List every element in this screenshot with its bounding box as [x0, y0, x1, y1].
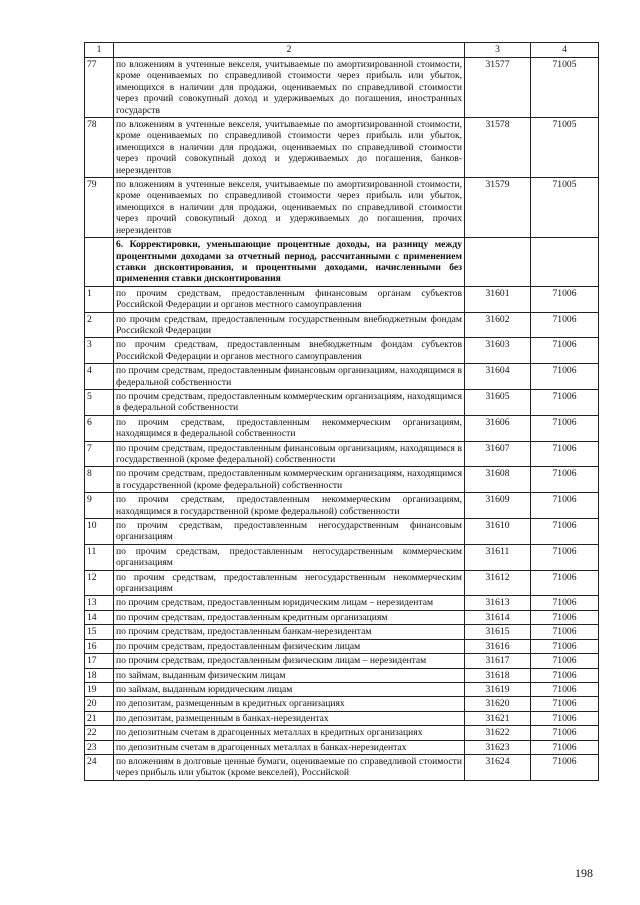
row-description: по прочим средствам, предоставленным некоммерческим организациям, находящимся в государственной (кроме федеральной) собственности: [114, 493, 465, 519]
table-row: [85, 467, 599, 493]
header-cell-2: 2: [114, 43, 465, 58]
register-table: [84, 42, 599, 781]
row-account: 71006: [531, 441, 599, 467]
table-row: [85, 519, 599, 545]
row-code: 31609: [465, 493, 531, 519]
row-description: по прочим средствам, предоставленным некоммерческим организациям, находящимся в федеральной собственности: [114, 415, 465, 441]
row-description: по прочим средствам, предоставленным кредитным организациям: [114, 610, 465, 624]
row-number: 7: [85, 441, 114, 467]
row-number: 6: [85, 415, 114, 441]
row-number: 78: [85, 118, 114, 178]
table-row: [85, 740, 599, 754]
row-code: 31622: [465, 726, 531, 740]
table-row: [85, 610, 599, 624]
row-code: 31610: [465, 519, 531, 545]
table-row: [85, 570, 599, 596]
table-row: [85, 711, 599, 725]
header-cell-4: 4: [531, 43, 599, 58]
row-number: 17: [85, 654, 114, 668]
row-code: 31614: [465, 610, 531, 624]
row-code: 31607: [465, 441, 531, 467]
table-row: [85, 596, 599, 610]
row-number: 4: [85, 364, 114, 390]
row-account: 71006: [531, 415, 599, 441]
table-row: [85, 312, 599, 338]
row-account: 71006: [531, 312, 599, 338]
table-row: [85, 364, 599, 390]
table-row: [85, 654, 599, 668]
row-account: 71006: [531, 711, 599, 725]
table-row: [85, 389, 599, 415]
row-number: 20: [85, 697, 114, 711]
section-heading-blank: [465, 238, 531, 287]
row-account: 71006: [531, 682, 599, 696]
section-heading: 6. Корректировки, уменьшающие процентные доходы, на разницу между процентными доходами за отчетный период, рассчитанными с применением ставки дисконтирования, и процентными доходами, начисленными без применения ставки дисконтирования: [114, 238, 465, 287]
row-account: 71006: [531, 697, 599, 711]
row-number: 8: [85, 467, 114, 493]
row-code: 31618: [465, 668, 531, 682]
row-description: по вложениям в учтенные векселя, учитываемые по амортизированной стоимости, кроме оцениваемых по справедливой стоимости через прибыль или убыток, имеющихся в наличии для продажи, оцениваемых по справедливой стоимости через прочий совокупный доход и удерживаемых до погашения, банков-нерезидентов: [114, 118, 465, 178]
row-number: 15: [85, 625, 114, 639]
row-description: по прочим средствам, предоставленным внебюджетным фондам субъектов Российской Федерации и органов местного самоуправления: [114, 338, 465, 364]
row-number: 19: [85, 682, 114, 696]
row-code: 31617: [465, 654, 531, 668]
row-code: 31577: [465, 58, 531, 118]
row-number: 24: [85, 754, 114, 780]
table-row: [85, 668, 599, 682]
row-description: по прочим средствам, предоставленным юридическим лицам – нерезидентам: [114, 596, 465, 610]
row-description: по прочим средствам, предоставленным государственным внебюджетным фондам Российской Федерации: [114, 312, 465, 338]
row-number: 9: [85, 493, 114, 519]
row-description: по прочим средствам, предоставленным банкам-нерезидентам: [114, 625, 465, 639]
row-code: 31613: [465, 596, 531, 610]
row-code: 31619: [465, 682, 531, 696]
row-code: 31608: [465, 467, 531, 493]
row-description: по прочим средствам, предоставленным негосударственным некоммерческим организациям: [114, 570, 465, 596]
row-code: 31621: [465, 711, 531, 725]
row-description: по займам, выданным физическим лицам: [114, 668, 465, 682]
row-description: по вложениям в учтенные векселя, учитываемые по амортизированной стоимости, кроме оцениваемых по справедливой стоимости через прибыль или убыток, имеющихся в наличии для продажи, оцениваемых по справедливой стоимости через прочий совокупный доход и удерживаемых до погашения, иностранных государств: [114, 58, 465, 118]
row-description: по прочим средствам, предоставленным финансовым органам субъектов Российской Федерации и органов местного самоуправления: [114, 286, 465, 312]
table-row: [85, 441, 599, 467]
table-row: [85, 415, 599, 441]
row-code: 31624: [465, 754, 531, 780]
row-description: по вложениям в учтенные векселя, учитываемые по амортизированной стоимости, кроме оцениваемых по справедливой стоимости через прибыль или убыток, имеющихся в наличии для продажи, оцениваемых по справедливой стоимости через прочий совокупный доход и удерживаемых до погашения, прочих нерезидентов: [114, 178, 465, 238]
row-account: 71005: [531, 178, 599, 238]
row-account: 71006: [531, 625, 599, 639]
table-row: [85, 754, 599, 780]
row-account: 71006: [531, 286, 599, 312]
table-row: [85, 682, 599, 696]
row-account: 71006: [531, 389, 599, 415]
row-description: по прочим средствам, предоставленным финансовым организациям, находящимся в федеральной собственности: [114, 364, 465, 390]
row-description: по прочим средствам, предоставленным негосударственным финансовым организациям: [114, 519, 465, 545]
row-number: 10: [85, 519, 114, 545]
table-row: [85, 493, 599, 519]
table-header-row: [85, 43, 599, 58]
row-description: по вложениям в долговые ценные бумаги, оцениваемые по справедливой стоимости через прибыль или убыток (кроме векселей), Российской: [114, 754, 465, 780]
row-account: 71005: [531, 118, 599, 178]
row-description: по займам, выданным юридическим лицам: [114, 682, 465, 696]
table-row: [85, 58, 599, 118]
row-number: 79: [85, 178, 114, 238]
row-code: 31612: [465, 570, 531, 596]
header-cell-1: 1: [85, 43, 114, 58]
row-number: 18: [85, 668, 114, 682]
row-code: 31579: [465, 178, 531, 238]
row-description: по депозитам, размещенным в банках-нерезидентах: [114, 711, 465, 725]
row-number: 2: [85, 312, 114, 338]
row-account: 71006: [531, 596, 599, 610]
row-code: 31578: [465, 118, 531, 178]
row-code: 31603: [465, 338, 531, 364]
row-code: 31616: [465, 639, 531, 653]
section-heading-blank: [531, 238, 599, 287]
row-account: 71006: [531, 493, 599, 519]
table-row: [85, 178, 599, 238]
row-account: 71006: [531, 519, 599, 545]
row-account: 71006: [531, 726, 599, 740]
row-description: по прочим средствам, предоставленным коммерческим организациям, находящимся в федеральной собственности: [114, 389, 465, 415]
row-code: 31606: [465, 415, 531, 441]
row-account: 71006: [531, 467, 599, 493]
row-account: 71006: [531, 610, 599, 624]
row-number: 12: [85, 570, 114, 596]
table-row: [85, 286, 599, 312]
row-number: 3: [85, 338, 114, 364]
row-account: 71006: [531, 639, 599, 653]
row-code: 31611: [465, 544, 531, 570]
section-heading-row: [85, 238, 599, 287]
row-number: 77: [85, 58, 114, 118]
row-number: 14: [85, 610, 114, 624]
row-account: 71006: [531, 570, 599, 596]
row-number: 11: [85, 544, 114, 570]
table-row: [85, 726, 599, 740]
row-code: 31602: [465, 312, 531, 338]
row-number: 23: [85, 740, 114, 754]
row-account: 71006: [531, 364, 599, 390]
row-number: 16: [85, 639, 114, 653]
row-account: 71005: [531, 58, 599, 118]
table-row: [85, 639, 599, 653]
row-account: 71006: [531, 544, 599, 570]
row-number: 21: [85, 711, 114, 725]
row-description: по прочим средствам, предоставленным коммерческим организациям, находящимся в государственной (кроме федеральной) собственности: [114, 467, 465, 493]
row-code: 31601: [465, 286, 531, 312]
row-code: 31620: [465, 697, 531, 711]
row-code: 31604: [465, 364, 531, 390]
row-description: по прочим средствам, предоставленным физическим лицам: [114, 639, 465, 653]
table-row: [85, 118, 599, 178]
table-row: [85, 625, 599, 639]
row-account: 71006: [531, 654, 599, 668]
row-account: 71006: [531, 740, 599, 754]
row-account: 71006: [531, 338, 599, 364]
row-code: 31623: [465, 740, 531, 754]
row-description: по прочим средствам, предоставленным физическим лицам – нерезидентам: [114, 654, 465, 668]
row-description: по депозитам, размещенным в кредитных организациях: [114, 697, 465, 711]
row-number: 13: [85, 596, 114, 610]
row-code: 31615: [465, 625, 531, 639]
row-number: 5: [85, 389, 114, 415]
row-code: 31605: [465, 389, 531, 415]
table-row: [85, 338, 599, 364]
table-row: [85, 697, 599, 711]
row-description: по депозитным счетам в драгоценных металлах в кредитных организациях: [114, 726, 465, 740]
row-description: по прочим средствам, предоставленным негосударственным коммерческим организациям: [114, 544, 465, 570]
row-account: 71006: [531, 754, 599, 780]
page-number: 198: [575, 866, 593, 880]
header-cell-3: 3: [465, 43, 531, 58]
row-account: 71006: [531, 668, 599, 682]
row-description: по депозитным счетам в драгоценных металлах в банках-нерезидентах: [114, 740, 465, 754]
row-number: 1: [85, 286, 114, 312]
section-heading-blank: [85, 238, 114, 287]
row-description: по прочим средствам, предоставленным финансовым организациям, находящимся в государственной (кроме федеральной) собственности: [114, 441, 465, 467]
table-row: [85, 544, 599, 570]
row-number: 22: [85, 726, 114, 740]
